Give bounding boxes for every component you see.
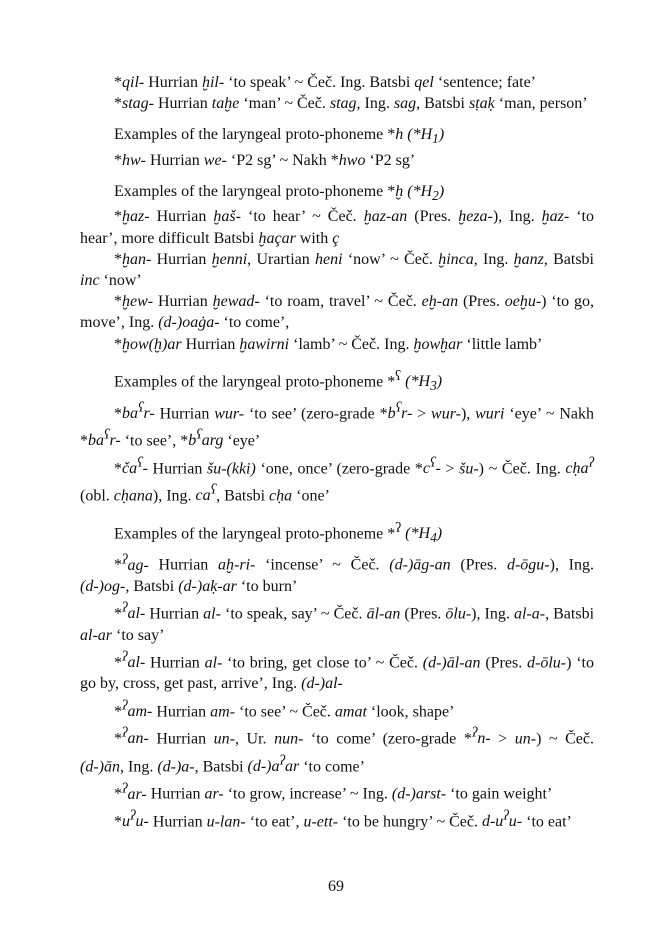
entry-ag: *$^ʔ$ag- Hurrian aḫ-ri- ‘incense’ ~ Čeč. (d-)āg-an (Pres. d-ōgu-), Ing. (d-)og-, Batsbi (d-)aḳ-ar ‘to burn’ — [80, 551, 595, 595]
entry-al2: *$^ʔ$al- Hurrian al- ‘to bring, get close to’ ~ Čeč. (d-)āl-an (Pres. d-ōlu-) ‘to go by, cross, get past, arrive’, Ing. (d-)al- — [80, 648, 594, 693]
entry-al1: *$^ʔ$al- Hurrian al- ‘to speak, say’ ~ Čeč. āl-an (Pres. ōlu-), Ing. al-a-, Batsbi al-ar ‘to say’ — [80, 600, 595, 644]
section-heading-head_h3: Examples of the laryngeal proto-phoneme *$^ʕ$ $(*H_3)$ — [114, 367, 443, 394]
entry-hw: *hw- Hurrian we- ‘P2 sg’ ~ Nakh *hwo ‘P2 sg’ — [114, 151, 416, 169]
entry-uu: $*u^ʔu-$ Hurrian u-lan- ‘to eat’, u-ett- ‘to be hungry’ ~ Čeč. $d-u^ʔu-$ ‘to eat’ — [114, 807, 572, 831]
entry-ar: *$^ʔ$ar- Hurrian ar- ‘to grow, increase’ ~ Ing. (d-)arst- ‘to gain weight’ — [114, 780, 553, 803]
entry-ca: $*ča^ʕ-$ Hurrian šu-(kki) ‘one, once’ (zero-grade $*c^ʕ-$ > šu-) ~ Čeč. Ing. cḥa$^ʔ$ (obl. cḥana), Ing. $ca^ʕ$, Batsbi cḥa ‘one’ — [80, 454, 595, 505]
entry-hew: *ḫew- Hurrian ḫewad- ‘to roam, travel’ ~ Čeč. eḫ-an (Pres. oeḫu-) ‘to go, move’, Ing. (d-)oaġa- ‘to come’, — [80, 293, 594, 332]
section-heading-head_h4: Examples of the laryngeal proto-phoneme *$^ʔ$ $(*H_4)$ — [114, 519, 443, 546]
page-number: 69 — [328, 878, 344, 895]
entry-haz: *ḫaz- Hurrian ḫaš- ‘to hear’ ~ Čeč. ḫaz-an (Pres. ḫeza-), Ing. ḫaz- ‘to hear’, more difficult Batsbi ḫaçar with ç — [80, 208, 594, 247]
entry-bar: $*ba^ʕr-$ Hurrian wur- ‘to see’ (zero-grade $*b^ʕr- > wur-$), wuri ‘eye’ ~ Nakh $*ba^ʕr-$ ‘to see’, $*b^ʕarg$ ‘eye’ — [80, 399, 595, 450]
entry-am: *$^ʔ$am- Hurrian am- ‘to see’ ~ Čeč. amat ‘look, shape’ — [114, 697, 455, 720]
entry-stag: *stag- Hurrian taḫe ‘man’ ~ Čeč. stag, Ing. sag, Batsbi sṭaḳ ‘man, person’ — [114, 95, 588, 113]
entry-an: *$^ʔ$an- Hurrian un-, Ur. nun- ‘to come’ (zero-grade *$^ʔ$n- > un-) ~ Čeč. (d-)ān, Ing. (d-)a-, Batsbi $(d-)a^ʔar$ ‘to come’ — [80, 725, 595, 775]
page-body — [80, 72, 594, 832]
entry-han: *ḫan- Hurrian ḫenni, Urartian heni ‘now’ ~ Čeč. ḫinca, Ing. ḫanz, Batsbi inc ‘now’ — [80, 250, 595, 289]
section-heading-head_h2: Examples of the laryngeal proto-phoneme *ḫ $(*H_2)$ — [114, 183, 445, 204]
entry-howhar: *ḫow(ḫ)ar Hurrian ḫawirni ‘lamb’ ~ Čeč. Ing. ḫowḫar ‘little lamb’ — [114, 335, 543, 353]
section-heading-head_h1: Examples of the laryngeal proto-phoneme *h $(*H_1)$ — [114, 126, 445, 147]
entry-qil: *qil- Hurrian ḫil- ‘to speak’ ~ Čeč. Ing. Batsbi qel ‘sentence; fate’ — [114, 74, 536, 91]
